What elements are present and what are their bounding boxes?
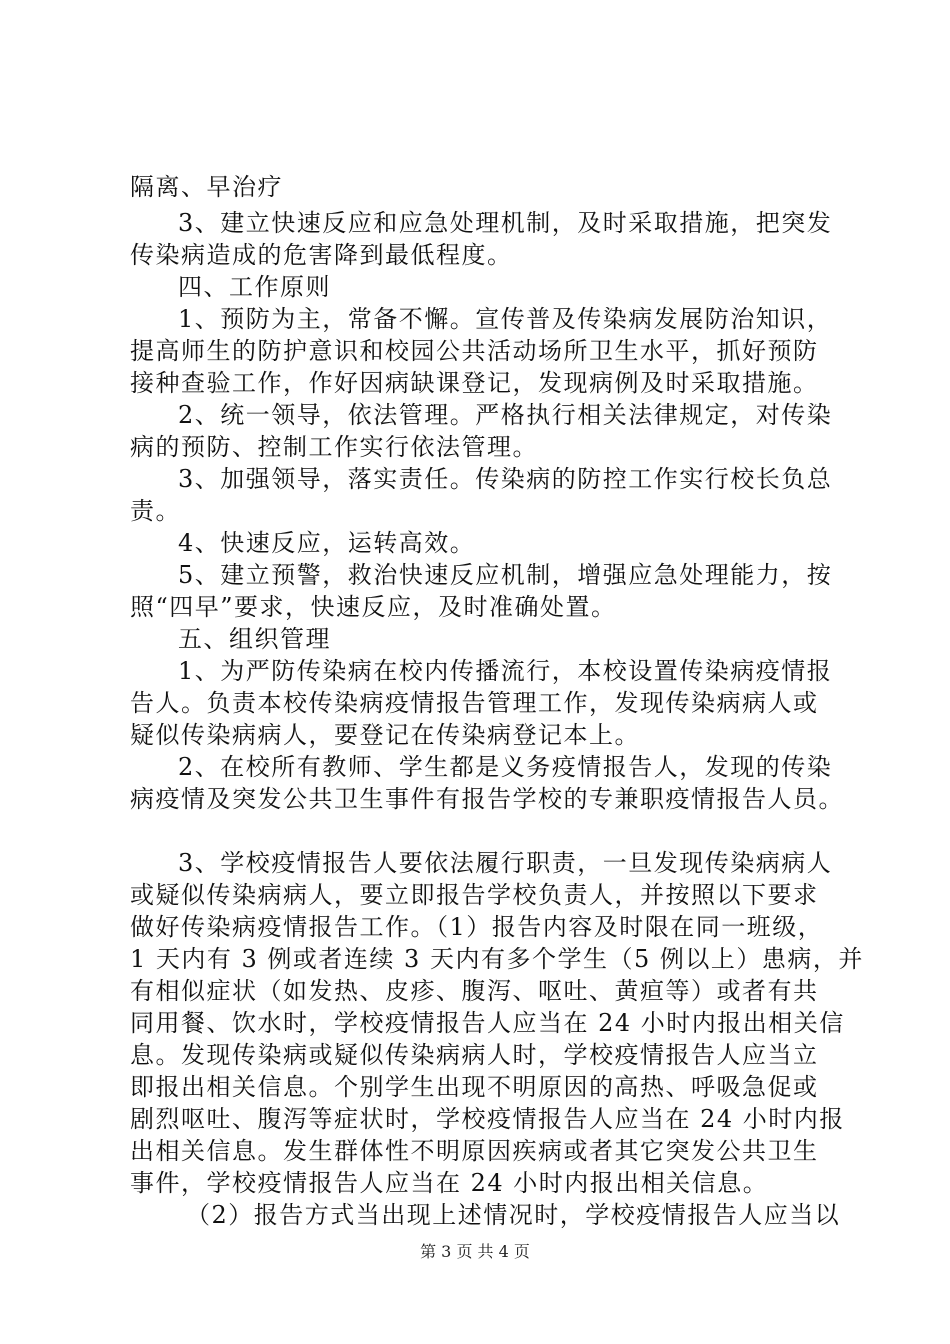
text-line-9: 病的预防、控制工作实行依法管理。 [130, 433, 538, 461]
text-line-17: 告人。负责本校传染病疫情报告管理工作，发现传染病病人或 [130, 689, 819, 717]
text-line-6: 提高师生的防护意识和校园公共活动场所卫生水平，抓好预防 [130, 337, 819, 365]
text-line-24: 1 天内有 3 例或者连续 3 天内有多个学生（5 例以上）患病，并 [130, 945, 864, 973]
section-heading-work-principles: 四、工作原则 [178, 273, 331, 301]
text-line-31: 事件，学校疫情报告人应当在 24 小时内报出相关信息。 [130, 1169, 769, 1197]
text-line-25: 有相似症状（如发热、皮疹、腹泻、呕吐、黄疸等）或者有共 [130, 977, 819, 1005]
text-line-30: 出相关信息。发生群体性不明原因疾病或者其它突发公共卫生 [130, 1137, 819, 1165]
text-line-10: 3、加强领导，落实责任。传染病的防控工作实行校长负总 [178, 465, 833, 493]
text-line-22: 或疑似传染病病人，要立即报告学校负责人，并按照以下要求 [130, 881, 819, 909]
text-line-5: 1、预防为主，常备不懈。宣传普及传染病发展防治知识， [178, 305, 833, 333]
text-line-28: 即报出相关信息。个别学生出现不明原因的高热、呼吸急促或 [130, 1073, 819, 1101]
page-footer: 第 3 页 共 4 页 [420, 1242, 530, 1261]
text-line-21: 3、学校疫情报告人要依法履行职责，一旦发现传染病病人 [178, 849, 833, 877]
text-line-1: 隔离、早治疗 [130, 173, 283, 201]
text-line-16: 1、为严防传染病在校内传播流行，本校设置传染病疫情报 [178, 657, 833, 685]
text-line-23: 做好传染病疫情报告工作。（1）报告内容及时限在同一班级， [130, 913, 824, 941]
section-heading-organization: 五、组织管理 [178, 625, 331, 653]
text-line-2: 3、建立快速反应和应急处理机制，及时采取措施，把突发 [178, 209, 833, 237]
text-line-11: 责。 [130, 497, 181, 525]
text-line-7: 接种查验工作，作好因病缺课登记，发现病例及时采取措施。 [130, 369, 819, 397]
text-line-27: 息。发现传染病或疑似传染病病人时，学校疫情报告人应当立 [130, 1041, 819, 1069]
text-line-19: 2、在校所有教师、学生都是义务疫情报告人，发现的传染 [178, 753, 833, 781]
text-line-14: 照“四早”要求，快速反应，及时准确处置。 [130, 593, 617, 621]
text-line-18: 疑似传染病病人，要登记在传染病登记本上。 [130, 721, 640, 749]
text-line-32: （2）报告方式当出现上述情况时，学校疫情报告人应当以 [186, 1201, 841, 1229]
text-line-8: 2、统一领导，依法管理。严格执行相关法律规定，对传染 [178, 401, 833, 429]
text-line-29: 剧烈呕吐、腹泻等症状时，学校疫情报告人应当在 24 小时内报 [130, 1105, 845, 1133]
text-line-13: 5、建立预警，救治快速反应机制，增强应急处理能力，按 [178, 561, 833, 589]
text-line-3: 传染病造成的危害降到最低程度。 [130, 241, 513, 269]
text-line-26: 同用餐、饮水时，学校疫情报告人应当在 24 小时内报出相关信 [130, 1009, 845, 1037]
text-line-12: 4、快速反应，运转高效。 [178, 529, 476, 557]
text-line-20: 病疫情及突发公共卫生事件有报告学校的专兼职疫情报告人员。 [130, 785, 844, 813]
